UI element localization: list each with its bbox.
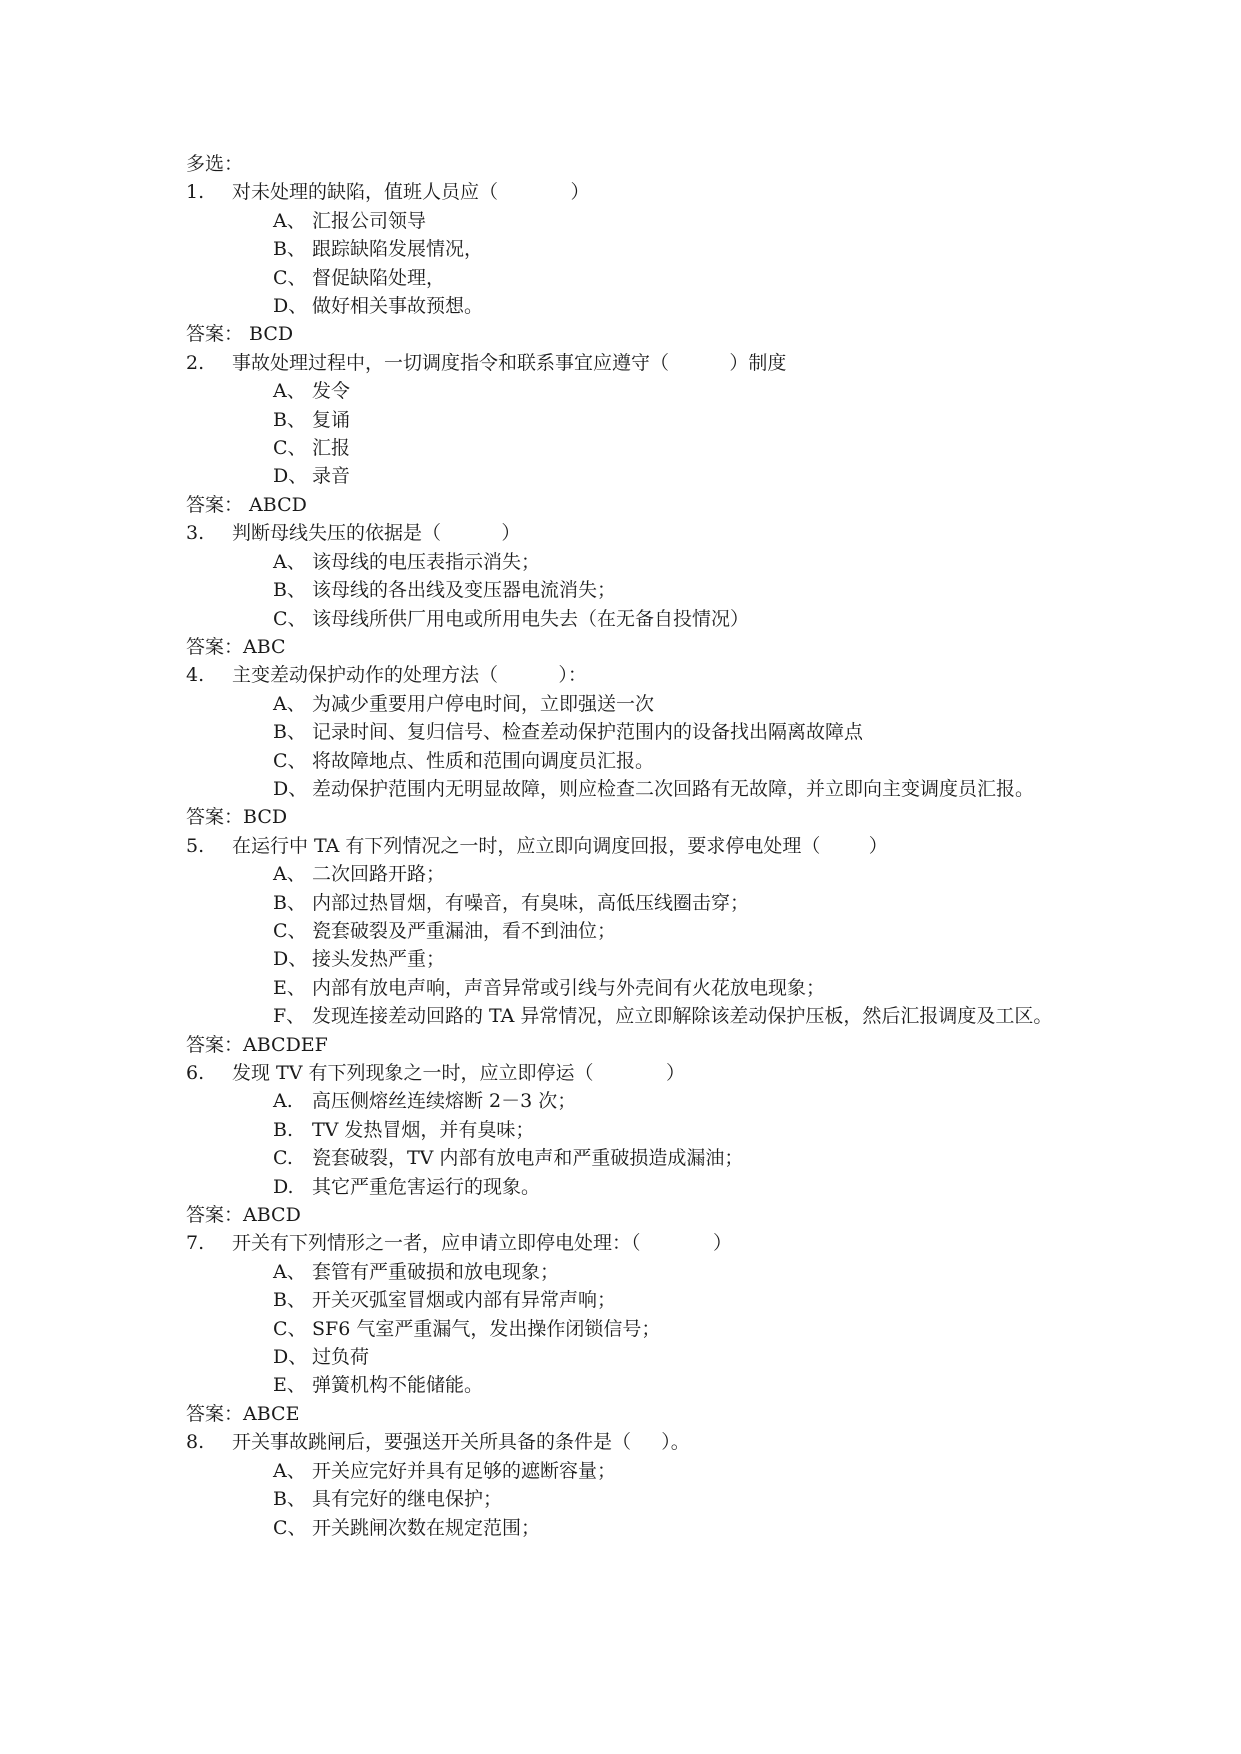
answer-line: 答案：ABCE [186, 1402, 300, 1425]
answer-line: 答案：ABC [186, 635, 286, 658]
answer-line: 答案： ABCD [186, 493, 307, 516]
option-text: 做好相关事故预想。 [312, 295, 484, 318]
document-body [186, 150, 1066, 1542]
option [186, 974, 1066, 1002]
option-text: 将故障地点、性质和范围向调度员汇报。 [312, 749, 655, 772]
option-label: C、 [273, 1317, 307, 1340]
question [186, 1059, 1066, 1087]
question-list [186, 178, 1066, 1542]
option [186, 1258, 1066, 1286]
option-text: TV 发热冒烟，并有臭味； [312, 1118, 535, 1141]
option [186, 1286, 1066, 1314]
option [186, 1315, 1066, 1343]
option-text: 开关应完好并具有足够的遮断容量； [312, 1459, 617, 1482]
question [186, 519, 1066, 547]
option-label: C、 [273, 919, 307, 942]
option-label: A、 [273, 380, 306, 403]
option-label: E、 [273, 976, 306, 999]
question-number: 4. [186, 664, 205, 687]
option-text: 开关跳闸次数在规定范围； [312, 1516, 541, 1539]
question-number: 2. [186, 351, 205, 374]
option-label: D、 [273, 1346, 308, 1369]
option [186, 1173, 1066, 1201]
option [186, 775, 1066, 803]
option-text: 套管有严重破损和放电现象； [312, 1260, 560, 1283]
question [186, 1229, 1066, 1257]
option-text: 瓷套破裂，TV 内部有放电声和严重破损造成漏油； [312, 1147, 744, 1170]
option-label: A. [273, 1090, 293, 1113]
question-text: 开关有下列情形之一者，应申请立即停电处理：（ ） [232, 1232, 732, 1255]
option-label: C. [273, 1147, 293, 1170]
question-text: 对未处理的缺陷，值班人员应（ ） [232, 181, 590, 204]
option [186, 605, 1066, 633]
option-label: A、 [273, 863, 306, 886]
option-text: 汇报 [312, 437, 351, 460]
option-text: 跟踪缺陷发展情况， [312, 238, 484, 261]
option-text: 差动保护范围内无明显故障，则应检查二次回路有无故障，并立即向主变调度员汇报。 [312, 777, 1035, 800]
option-label: C、 [273, 266, 307, 289]
question-number: 7. [186, 1232, 205, 1255]
option-text: 该母线的电压表指示消失； [312, 550, 541, 573]
question-number: 1. [186, 181, 205, 204]
option-label: A、 [273, 692, 306, 715]
question-number: 5. [186, 834, 205, 857]
option-label: D、 [273, 295, 308, 318]
question-text: 开关事故跳闸后，要强送开关所具备的条件是（ ）。 [232, 1431, 690, 1454]
question-text: 事故处理过程中，一切调度指令和联系事宜应遵守（ ）制度 [232, 351, 787, 374]
option-label: B、 [273, 1289, 306, 1312]
option [186, 945, 1066, 973]
option-label: D、 [273, 465, 308, 488]
option-label: C、 [273, 437, 307, 460]
option-text: 发令 [312, 380, 351, 403]
option-text: 汇报公司领导 [312, 209, 427, 232]
option-text: 复诵 [312, 408, 351, 431]
option [186, 264, 1066, 292]
option-text: 该母线的各出线及变压器电流消失； [312, 579, 617, 602]
option-label: A、 [273, 209, 306, 232]
section-label: 多选： [186, 153, 244, 175]
option [186, 207, 1066, 235]
option-text: 具有完好的继电保护； [312, 1488, 503, 1511]
option-text: 督促缺陷处理， [312, 266, 446, 289]
question [186, 1428, 1066, 1456]
option-label: D、 [273, 948, 308, 971]
option-text: 其它严重危害运行的现象。 [312, 1175, 541, 1198]
option-label: C、 [273, 607, 307, 630]
question-text: 判断母线失压的依据是（ ） [232, 522, 521, 545]
question-text: 在运行中 TA 有下列情况之一时，应立即向调度回报，要求停电处理（ ） [232, 834, 888, 857]
question [186, 661, 1066, 689]
question [186, 832, 1066, 860]
option [186, 292, 1066, 320]
option-label: B、 [273, 579, 306, 602]
option [186, 1514, 1066, 1542]
option [186, 1116, 1066, 1144]
option [186, 1485, 1066, 1513]
question-number: 3. [186, 522, 205, 545]
answer-line: 答案：ABCDEF [186, 1033, 328, 1056]
question-number: 8. [186, 1431, 205, 1454]
option-label: A、 [273, 550, 306, 573]
option [186, 889, 1066, 917]
option-label: F、 [273, 1005, 306, 1028]
option [186, 1371, 1066, 1399]
option-label: B、 [273, 891, 306, 914]
answer-line: 答案：ABCD [186, 1204, 301, 1227]
option-text: 为减少重要用户停电时间，立即强送一次 [312, 692, 655, 715]
option [186, 235, 1066, 263]
option-text: 内部过热冒烟，有噪音，有臭味，高低压线圈击穿； [312, 891, 750, 914]
option-label: D. [273, 1175, 294, 1198]
question-number: 6. [186, 1062, 205, 1084]
option [186, 718, 1066, 746]
option [186, 434, 1066, 462]
option [186, 377, 1066, 405]
option [186, 406, 1066, 434]
option-label: B、 [273, 721, 306, 744]
option-label: A、 [273, 1459, 306, 1482]
option-label: C、 [273, 749, 307, 772]
option-label: A、 [273, 1260, 306, 1283]
option [186, 1343, 1066, 1371]
option [186, 917, 1066, 945]
option [186, 1002, 1066, 1030]
question [186, 349, 1066, 377]
answer-line: 答案： BCD [186, 323, 294, 346]
option-label: E、 [273, 1374, 306, 1397]
option [186, 860, 1066, 888]
option [186, 747, 1066, 775]
option-text: 高压侧熔丝连续熔断 2－3 次； [312, 1090, 577, 1113]
option-text: 瓷套破裂及严重漏油，看不到油位； [312, 919, 617, 942]
option-text: 发现连接差动回路的 TA 异常情况，应立即解除该差动保护压板，然后汇报调度及工区。 [312, 1005, 1053, 1028]
option [186, 1144, 1066, 1172]
option-text: 记录时间、复归信号、检查差动保护范围内的设备找出隔离故障点 [312, 721, 864, 744]
option-text: 二次回路开路； [312, 863, 446, 886]
option [186, 548, 1066, 576]
option-label: C、 [273, 1516, 307, 1539]
answer-line: 答案：BCD [186, 806, 288, 829]
option-text: 该母线所供厂用电或所用电失去（在无备自投情况） [312, 607, 750, 630]
option-label: B、 [273, 238, 306, 261]
option-text: 过负荷 [312, 1346, 370, 1369]
option-text: SF6 气室严重漏气，发出操作闭锁信号； [312, 1317, 661, 1340]
option [186, 462, 1066, 490]
option [186, 690, 1066, 718]
option-text: 接头发热严重； [312, 948, 446, 971]
option-label: B、 [273, 408, 306, 431]
option-label: B、 [273, 1488, 306, 1511]
option [186, 1457, 1066, 1485]
option-text: 录音 [312, 465, 351, 488]
option-text: 弹簧机构不能储能。 [312, 1374, 484, 1397]
option-label: D、 [273, 777, 308, 800]
option [186, 576, 1066, 604]
question [186, 178, 1066, 206]
option-text: 开关灭弧室冒烟或内部有异常声响； [312, 1289, 617, 1312]
option [186, 1087, 1066, 1115]
question-text: 发现 TV 有下列现象之一时，应立即停运（ ） [232, 1062, 685, 1084]
option-text: 内部有放电声响，声音异常或引线与外壳间有火花放电现象； [312, 976, 826, 999]
question-text: 主变差动保护动作的处理方法（ ）： [232, 664, 587, 687]
option-label: B. [273, 1118, 294, 1141]
